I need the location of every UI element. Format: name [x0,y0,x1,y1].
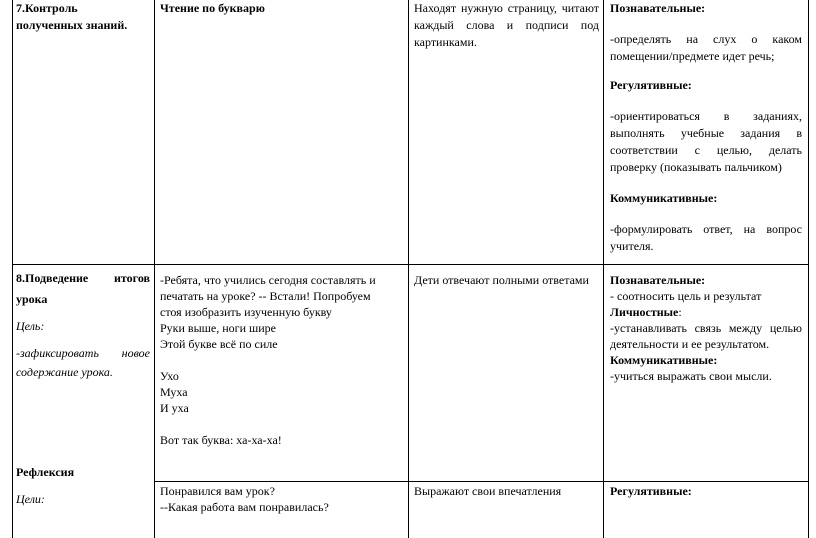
goals-label: Цели: [16,492,45,506]
table-column-divider [603,0,604,538]
teacher-line: Руки выше, ноги шире [160,321,276,335]
teacher-activity-cell [160,272,404,448]
uud-text: - соотносить цель и результат [610,289,762,303]
student-activity-text: Находят нужную страницу, читают каждый слова и подписи под картинками. [414,1,599,49]
uud-heading: Познавательные: [610,273,706,287]
table-column-divider [408,0,409,538]
student-activity-cell [414,483,599,500]
table-row-divider [154,481,809,482]
uud-heading: Личностные [610,305,679,319]
teacher-line: Ухо [160,369,179,383]
stage-title: урока [16,292,48,306]
teacher-line: печатать на уроке? -- Встали! Попробуем [160,289,371,303]
student-activity-text: Выражают свои впечатления [414,484,562,498]
stage-title [16,270,150,287]
uud-heading: Коммуникативные: [610,353,718,367]
teacher-activity-text: Чтение по букварю [160,1,265,15]
stage-cell [16,270,150,506]
teacher-line: Вот так буква: ха-ха-ха! [160,433,282,447]
goal-word: -зафиксировать [16,346,99,360]
stage-cell [16,0,150,34]
table-border-left [12,0,13,538]
stage-title-word: 8.Подведение [16,271,89,285]
uud-text: -учиться выражать свои мысли. [610,369,772,383]
uud-text: -определять на слух о каком помещении/предмете идет речь; [610,32,802,63]
table-row-divider [12,264,809,265]
uud-cell [610,0,802,255]
stage-title: полученных знаний. [16,18,128,32]
uud-cell [610,272,802,384]
teacher-line: Понравился вам урок? [160,484,275,498]
teacher-line: стоя изобразить изученную букву [160,305,332,319]
goal-word: новое [121,346,150,360]
uud-heading: Познавательные: [610,1,706,15]
teacher-line: И уха [160,401,189,415]
teacher-line-blank [160,352,404,368]
teacher-activity-cell [160,0,404,17]
goal-label: Цель: [16,319,45,333]
teacher-line-blank [160,416,404,432]
teacher-line: --Какая работа вам понравилась? [160,500,329,514]
teacher-line: -Ребята, что учились сегодня составлять и [160,273,376,287]
stage-title-word: итогов [114,271,150,285]
student-activity-cell [414,0,599,51]
teacher-line: Муха [160,385,188,399]
uud-text: -ориентироваться в заданиях, выполнять учебные задания в соответствии с целью, делать проверку (показывать пальчиком) [610,109,802,174]
teacher-line: Этой букве всё по силе [160,337,278,351]
uud-text: -формулировать ответ, на вопрос учителя. [610,222,802,253]
uud-heading: Регулятивные: [610,78,692,92]
goal-text [16,345,150,362]
student-activity-text: Дети отвечают полными ответами [414,273,589,287]
table-border-right [808,0,809,538]
uud-text: -устанавливать связь между целью деятельности и ее результатом. [610,321,802,351]
teacher-activity-cell [160,483,404,515]
uud-heading: Коммуникативные: [610,191,718,205]
goal-text: содержание урока. [16,365,113,379]
uud-cell [610,483,802,500]
reflection-heading: Рефлексия [16,465,75,479]
table-column-divider [154,0,155,538]
uud-heading-line [610,304,802,320]
stage-title: 7.Контроль [16,1,78,15]
uud-heading: Регулятивные: [610,484,692,498]
student-activity-cell [414,272,599,289]
uud-heading-suffix: : [678,305,682,319]
